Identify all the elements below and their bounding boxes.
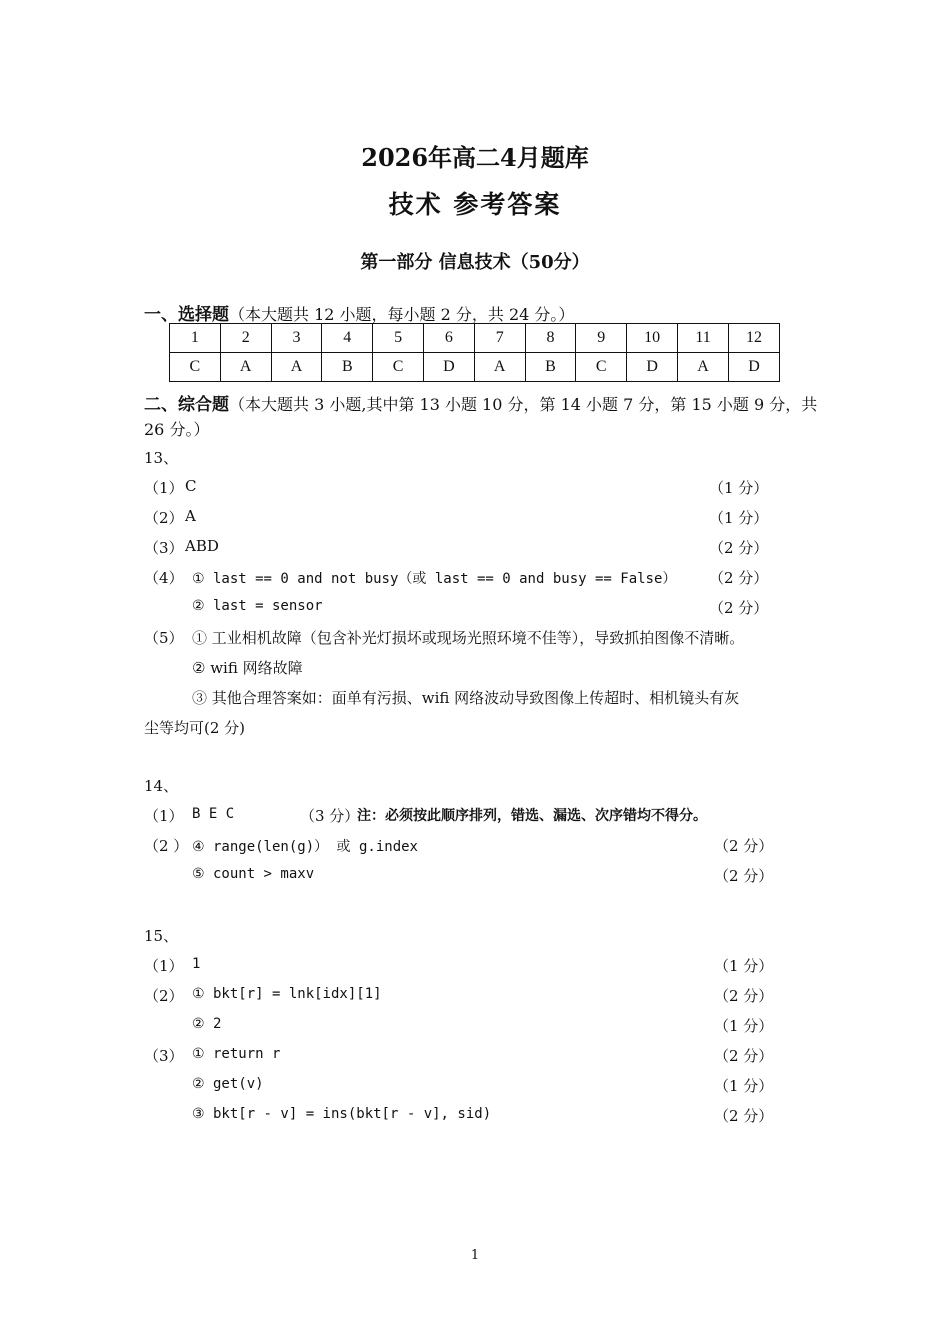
table-cell: A <box>474 353 525 382</box>
q15-item-text: ③ bkt[r - v] = ins(bkt[r - v], sid) <box>192 1106 492 1122</box>
q15-item-num: （1） <box>144 957 184 975</box>
q13-item-text: ABD <box>185 537 219 555</box>
answer-table-number-row <box>170 324 780 353</box>
q13-item-num: （3） <box>144 539 184 557</box>
table-cell: 10 <box>627 324 678 353</box>
q13-label: 13、 <box>144 449 179 467</box>
q13-item-score: （2 分） <box>709 599 769 617</box>
table-cell: A <box>271 353 322 382</box>
q15-item-score: （2 分） <box>714 987 774 1005</box>
q14-label: 14、 <box>144 777 179 795</box>
table-cell: D <box>423 353 474 382</box>
table-cell: A <box>220 353 271 382</box>
section1-heading: 一、选择题 <box>144 305 229 325</box>
q13-item-text: ② last = sensor <box>192 598 323 614</box>
q15-item-text: ① return r <box>192 1046 281 1062</box>
q15-item-text: ② get(v) <box>192 1076 264 1092</box>
q15-item-score: （1 分） <box>714 1077 774 1095</box>
document-title: 2026年高二4月题库 <box>361 143 589 172</box>
q13-item-text: ② wifi 网络故障 <box>192 659 303 677</box>
table-cell: 5 <box>373 324 424 353</box>
table-cell: D <box>728 353 779 382</box>
q13-item-text: C <box>185 477 197 495</box>
table-cell: D <box>627 353 678 382</box>
q15-label: 15、 <box>144 927 179 945</box>
table-cell: 1 <box>170 324 221 353</box>
q13-item-num: （4） <box>144 569 184 587</box>
table-cell: 3 <box>271 324 322 353</box>
table-cell: 12 <box>728 324 779 353</box>
q14-item-num: （1） <box>144 807 184 825</box>
section2-heading-line <box>144 390 817 415</box>
q13-item-score: （1 分） <box>709 479 769 497</box>
section2-note: （本大题共 3 小题,其中第 13 小题 10 分，第 14 小题 7 分，第 15 小题 9 分，共 <box>229 395 818 414</box>
q13-tail: 尘等均可(2 分) <box>144 719 246 737</box>
q13-item-text: ① 工业相机故障（包含补光灯损坏或现场光照环境不佳等），导致抓拍图像不清晰。 <box>192 629 745 647</box>
q14-item-score: （3 分） <box>300 807 360 825</box>
table-cell: 2 <box>220 324 271 353</box>
q15-item-text: 1 <box>192 956 201 972</box>
q13-item-text: ① last == 0 and not busy（或 last == 0 and busy == False） <box>192 571 677 587</box>
q13-item-score: （2 分） <box>709 539 769 557</box>
document-subtitle: 技术 参考答案 <box>388 190 562 219</box>
table-cell: C <box>576 353 627 382</box>
table-cell: 8 <box>525 324 576 353</box>
q13-item-score: （1 分） <box>709 509 769 527</box>
q13-item-score: （2 分） <box>709 569 769 587</box>
q15-item-text: ① bkt[r] = lnk[idx][1] <box>192 986 382 1002</box>
table-cell: 9 <box>576 324 627 353</box>
q15-item-score: （1 分） <box>714 957 774 975</box>
answer-table-answer-row <box>170 353 780 382</box>
q13-item-num: （5） <box>144 629 184 647</box>
section1-note: （本大题共 12 小题，每小题 2 分，共 24 分。） <box>229 305 575 324</box>
table-cell: 4 <box>322 324 373 353</box>
table-cell: 7 <box>474 324 525 353</box>
page-number: 1 <box>470 1248 480 1263</box>
q15-item-score: （2 分） <box>714 1107 774 1125</box>
section1-heading-line <box>144 300 574 325</box>
q14-item-num: （2 ） <box>144 837 189 855</box>
q15-item-score: （2 分） <box>714 1047 774 1065</box>
section2-heading: 二、综合题 <box>144 395 229 415</box>
q13-item-text: ③ 其他合理答案如：面单有污损、wifi 网络波动导致图像上传超时、相机镜头有灰 <box>192 689 740 707</box>
q15-item-score: （1 分） <box>714 1017 774 1035</box>
q15-item-text: ② 2 <box>192 1016 222 1032</box>
q14-item-score: （2 分） <box>714 867 774 885</box>
q13-item-num: （2） <box>144 509 184 527</box>
table-cell: B <box>525 353 576 382</box>
q14-item-text: B E C <box>192 806 235 822</box>
part-heading: 第一部分 信息技术（50分） <box>360 252 590 273</box>
table-cell: B <box>322 353 373 382</box>
table-cell: 6 <box>423 324 474 353</box>
q15-item-num: （3） <box>144 1047 184 1065</box>
q14-item-score: （2 分） <box>714 837 774 855</box>
q15-item-num: （2） <box>144 987 184 1005</box>
answer-table <box>169 323 780 382</box>
q14-item-text: ④ range(len(g)） 或 g.index <box>192 839 418 855</box>
section2-note-continued: 26 分。） <box>144 420 210 439</box>
q13-item-text: A <box>185 507 196 525</box>
table-cell: 11 <box>678 324 729 353</box>
q13-item-num: （1） <box>144 479 184 497</box>
q14-note: 注：必须按此顺序排列，错选、漏选、次序错均不得分。 <box>357 808 707 824</box>
table-cell: A <box>678 353 729 382</box>
q14-item-text: ⑤ count > maxv <box>192 866 315 882</box>
table-cell: C <box>373 353 424 382</box>
table-cell: C <box>170 353 221 382</box>
